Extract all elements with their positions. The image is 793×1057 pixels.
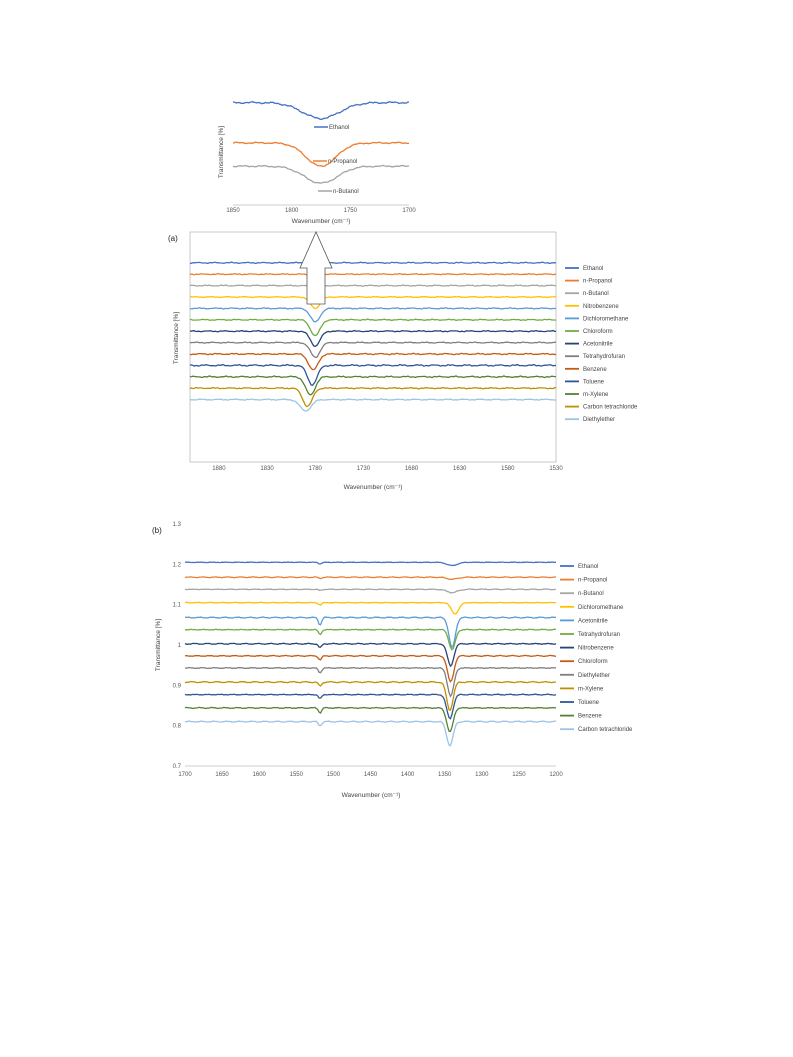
chart-a-frame [190, 232, 556, 462]
inset-series-line [233, 165, 409, 183]
chart-a-series-line [190, 319, 556, 335]
chart-b-y-tick: 0.9 [172, 683, 181, 690]
chart-b-series-line [185, 589, 556, 593]
chart-b-x-tick: 1400 [400, 772, 415, 778]
chart-a-legend-label: Tetrahydrofuran [583, 354, 626, 361]
chart-b-series-line [185, 602, 556, 614]
panel-b-label: (b) [152, 526, 162, 535]
chart-b-legend-label: Carbon tetrachloride [578, 727, 633, 734]
chart-b-legend-label: Nitrobenzene [578, 645, 614, 652]
chart-b-x-tick: 1300 [475, 772, 489, 778]
chart-b-series-line [185, 562, 556, 566]
chart-b-legend-label: Tetrahydrofuran [578, 632, 621, 638]
chart-a-series-line [190, 376, 556, 395]
chart-b-y-tick: 0.7 [172, 764, 181, 770]
chart-a-x-tick: 1580 [501, 466, 515, 472]
chart-a-series-line [190, 262, 556, 264]
inset-x-axis-label: Wavenumber (cm⁻¹) [291, 218, 351, 225]
chart-a-x-tick: 1680 [404, 466, 419, 472]
chart-a-legend-label: n-Butanol [583, 291, 609, 298]
chart-b-x-tick: 1700 [178, 772, 192, 778]
chart-a-y-axis-label: Transmittance [%] [173, 311, 180, 365]
chart-b-x-tick: 1350 [438, 772, 452, 778]
chart-b-legend-label: n-Butanol [578, 591, 604, 598]
inset-legend-label: n-Butanol [333, 189, 359, 195]
chart-b-x-tick: 1600 [252, 772, 266, 778]
chart-a-x-tick: 1730 [356, 466, 371, 472]
chart-b-y-tick: 1 [177, 643, 181, 649]
chart-b-y-tick: 1.3 [172, 522, 181, 528]
inset-legend-label: Ethanol [329, 125, 350, 131]
chart-b-series-line [185, 629, 556, 650]
inset-series-line [233, 102, 409, 120]
chart-b-x-tick: 1550 [289, 772, 303, 778]
chart-a-x-axis-label: Wavenumber (cm⁻¹) [343, 484, 403, 491]
chart-a-x-tick: 1630 [453, 466, 467, 472]
chart-a-series-line [190, 274, 556, 277]
chart-b-legend-label: Acetonitrile [578, 618, 608, 625]
chart-b [152, 522, 633, 799]
chart-a-series-line [190, 399, 556, 411]
inset-chart [218, 102, 416, 225]
inset-x-tick: 1800 [285, 208, 299, 214]
chart-b-x-tick: 1200 [549, 772, 563, 778]
chart-b-legend-label: n-Propanol [578, 577, 608, 584]
chart-a-series-line [190, 365, 556, 386]
chart-b-series-line [185, 707, 556, 731]
chart-a-series-line [190, 388, 556, 407]
chart-b-y-tick: 1.1 [172, 602, 181, 609]
chart-a-series-line [190, 331, 556, 347]
chart-a-x-tick: 1780 [308, 466, 322, 472]
chart-a-legend-label: m-Xylene [583, 392, 609, 398]
chart-b-legend-label: m-Xylene [578, 686, 604, 693]
chart-b-series-line [185, 694, 556, 719]
chart-b-y-axis-label: Transmittance [%] [155, 618, 162, 672]
chart-a-legend-label: Diethylether [583, 417, 616, 424]
chart-b-legend [560, 564, 633, 733]
inset-y-axis-label: Transmittance [%] [218, 125, 225, 179]
chart-a-legend-label: Ethanol [583, 266, 604, 272]
chart-a-series-line [190, 297, 556, 309]
chart-b-legend-label: Toluene [578, 700, 600, 706]
panel-a-label: (a) [168, 234, 178, 243]
chart-b-x-axis-label: Wavenumber (cm⁻¹) [341, 792, 401, 799]
chart-b-x-tick: 1450 [363, 772, 378, 778]
chart-a-series-line [190, 353, 556, 369]
chart-a-legend-label: Carbon tetrachloride [583, 404, 638, 411]
chart-b-legend-label: Benzene [578, 713, 602, 720]
chart-a-legend-label: Benzene [583, 366, 607, 373]
chart-a [168, 232, 638, 491]
chart-a-legend-label: Nitrobenzene [583, 303, 619, 310]
chart-a-legend-label: Acetonitrile [583, 341, 613, 348]
chart-a-legend-label: Dichloromethane [583, 316, 629, 323]
chart-b-y-tick: 0.8 [172, 723, 181, 730]
chart-a-legend-label: Chloroform [583, 329, 613, 335]
chart-a-x-tick: 1830 [260, 466, 274, 472]
chart-a-x-tick: 1880 [212, 466, 226, 472]
chart-a-x-tick: 1530 [549, 466, 563, 472]
inset-x-tick: 1750 [343, 208, 357, 214]
chart-a-legend [565, 266, 638, 423]
inset-legend-label: n-Propanol [328, 159, 358, 165]
chart-b-legend-label: Diethylether [578, 672, 611, 679]
inset-x-tick: 1850 [226, 208, 240, 214]
inset-x-tick: 1700 [402, 208, 416, 214]
chart-a-legend-label: n-Propanol [583, 278, 613, 285]
inset-series-line [233, 142, 409, 166]
chart-b-y-tick: 1.2 [172, 562, 181, 569]
chart-b-series-line [185, 577, 556, 580]
chart-b-x-tick: 1650 [215, 772, 229, 778]
chart-a-legend-label: Toluene [583, 379, 605, 386]
chart-b-legend-label: Ethanol [578, 564, 599, 570]
chart-b-x-tick: 1250 [512, 772, 526, 778]
chart-b-x-tick: 1500 [326, 772, 341, 778]
chart-b-legend-label: Dichloromethane [578, 604, 624, 611]
chart-b-legend-label: Chloroform [578, 659, 608, 666]
zoom-arrow [300, 232, 332, 304]
chart-b-series-line [185, 682, 556, 711]
chart-b-series-line [185, 721, 556, 746]
chart-a-series-line [190, 285, 556, 290]
